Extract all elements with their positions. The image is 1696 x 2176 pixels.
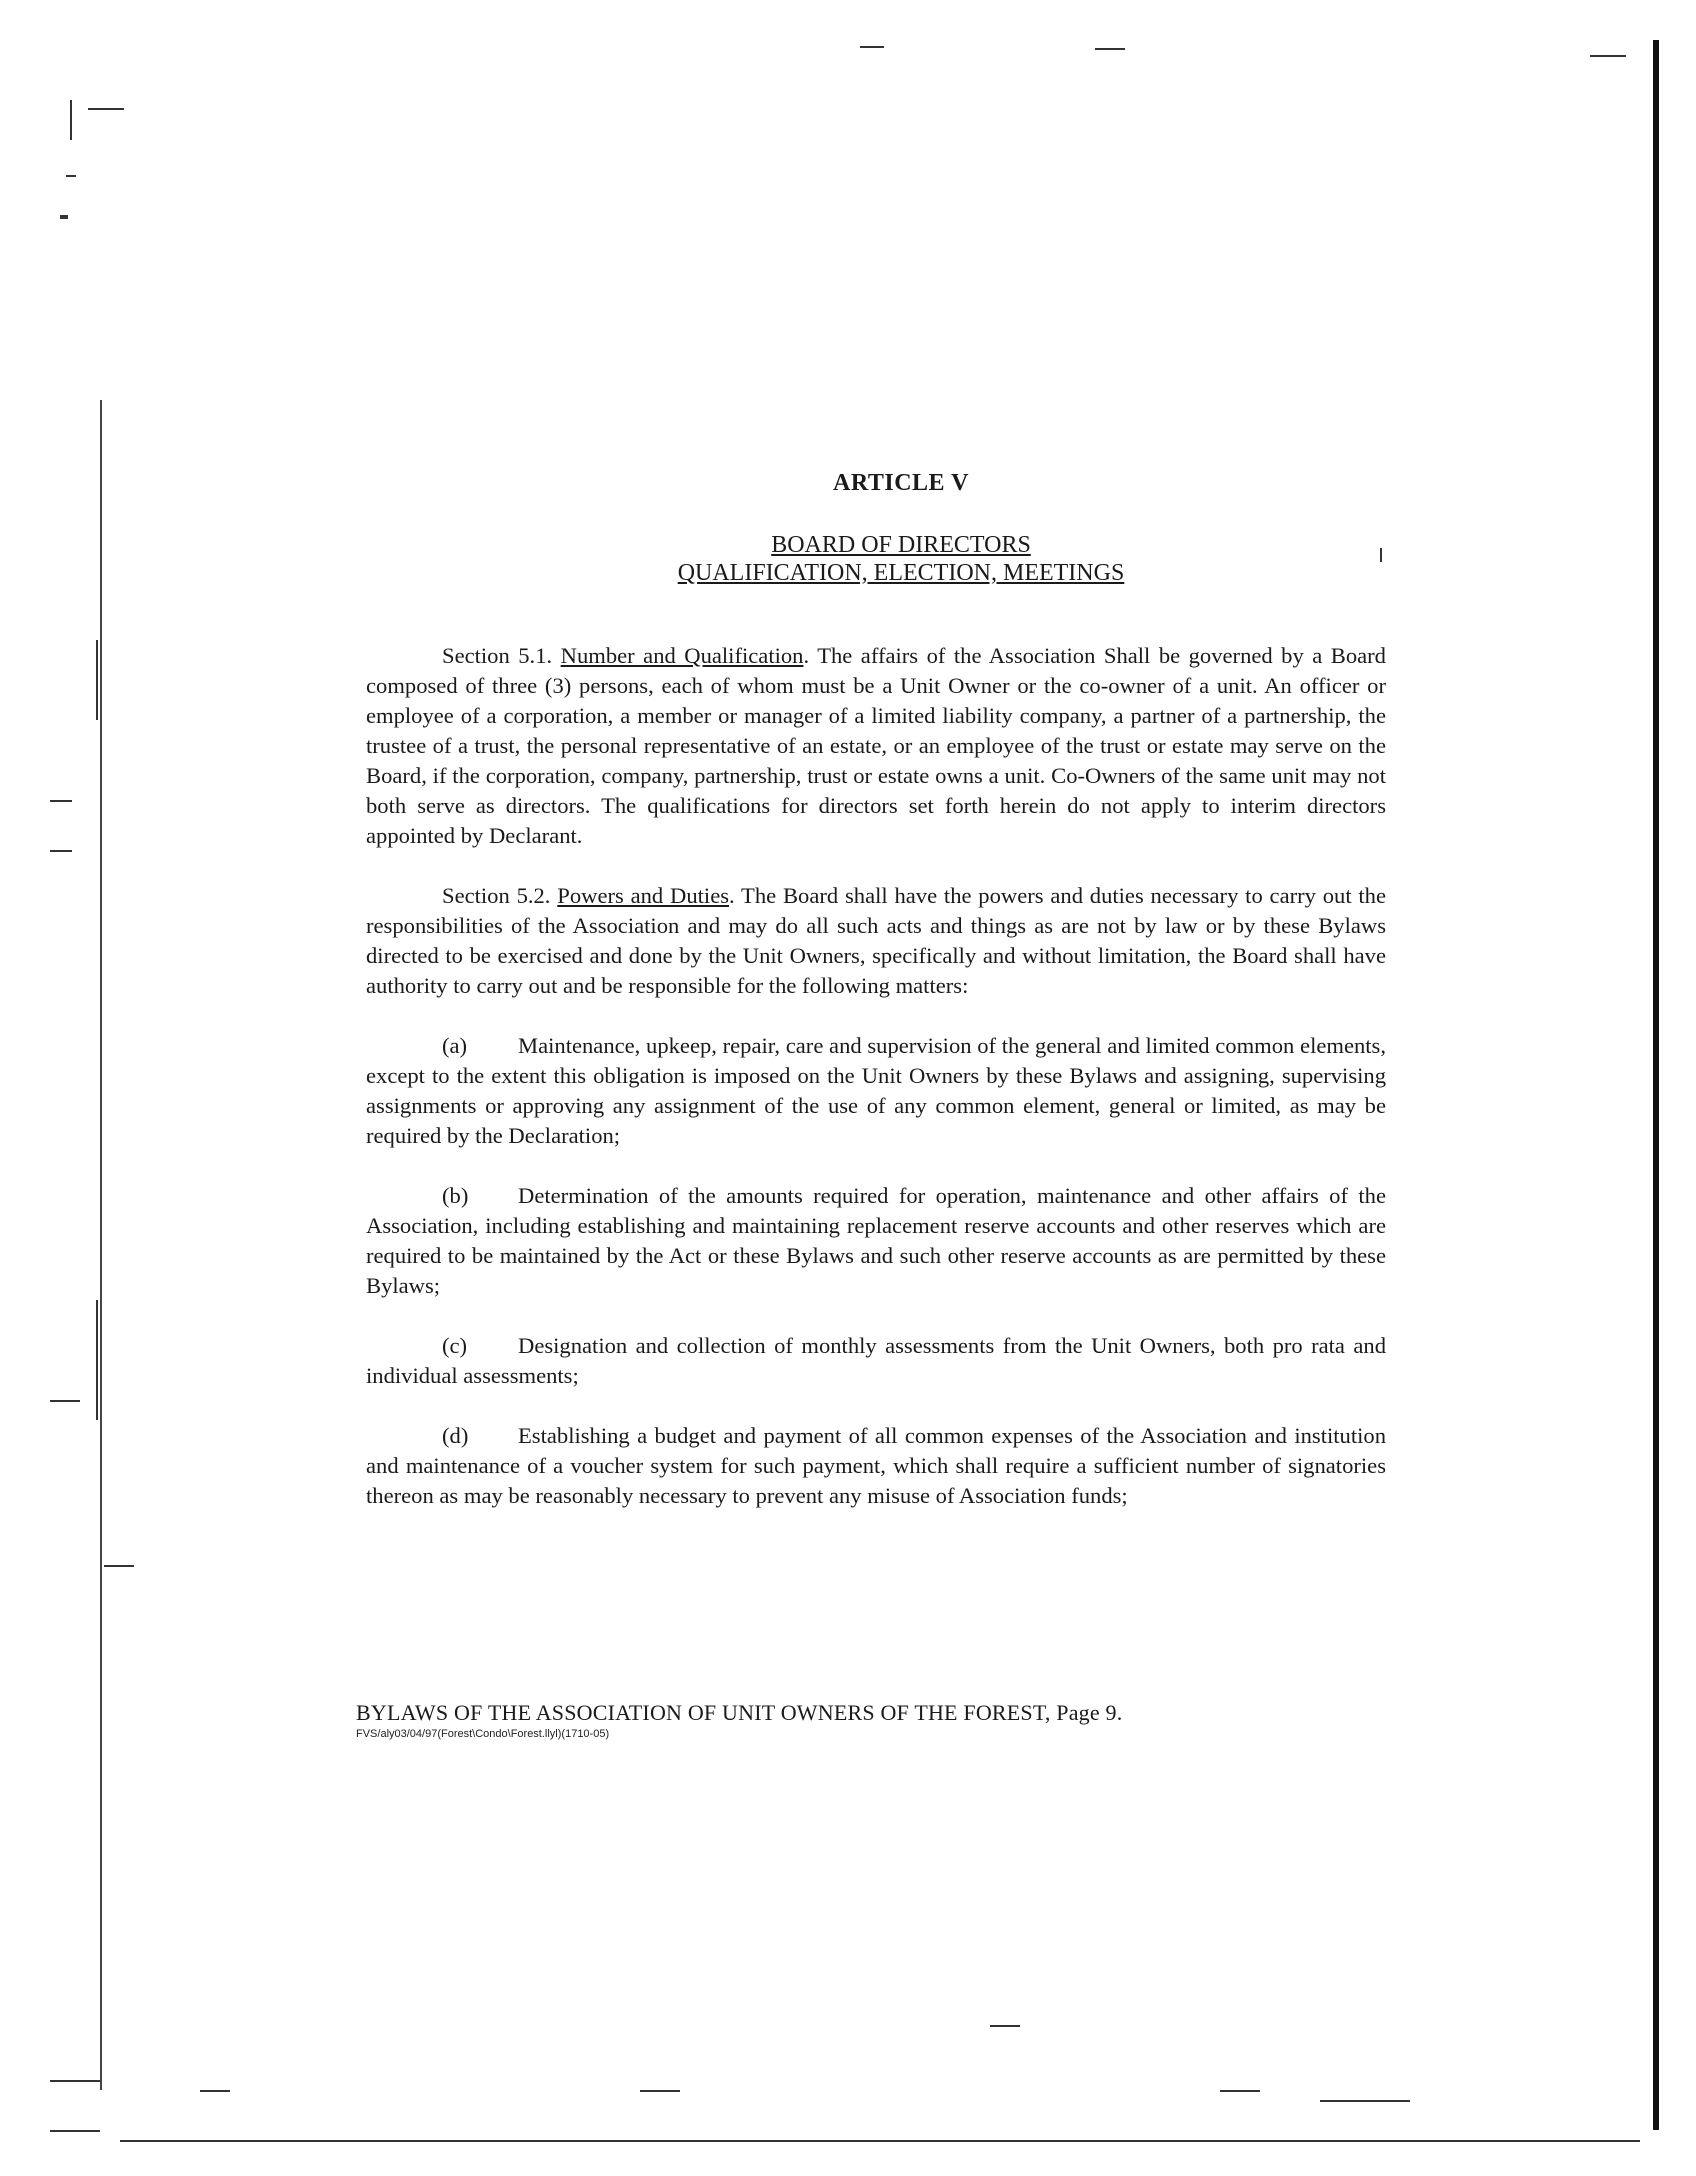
page-footer bbox=[356, 1700, 1456, 1740]
footer-title: BYLAWS OF THE ASSOCIATION OF UNIT OWNERS OF THE FOREST, Page 9. bbox=[356, 1700, 1123, 1725]
item-text: Determination of the amounts required for operation, maintenance and other affairs of the Association, including establishing and maintaining replacement reserve accounts and other reserves which are required to be maintained by the Act or these Bylaws and such other reserve accounts as are permitted by these Bylaws; bbox=[366, 1183, 1386, 1298]
list-item-c bbox=[366, 1331, 1386, 1391]
list-item-a bbox=[366, 1031, 1386, 1151]
section-prefix: Section 5.1. bbox=[442, 643, 553, 668]
article-heading bbox=[366, 531, 1386, 587]
section-text: . The affairs of the Association Shall be governed by a Board composed of three (3) persons, each of whom must be a Unit Owner or the co-owner of a unit. An officer or employee of a corporation, a member or manager of a limited liability company, a partner of a partnership, the trustee of a trust, the personal representative of an estate, or an employee of the trust or estate may serve on the Board, if the corporation, company, partnership, trust or estate owns a unit. Co-Owners of the same unit may not both serve as directors. The qualifications for directors set forth herein do not apply to interim directors appointed by Declarant. bbox=[366, 643, 1386, 848]
heading-line-2: QUALIFICATION, ELECTION, MEETINGS bbox=[677, 560, 1125, 586]
section-5-2 bbox=[366, 881, 1386, 1001]
section-text: . The Board shall have the powers and duties necessary to carry out the responsibilities of the Association and may do all such acts and things as are not by law or by these Bylaws directed to be exercised and done by the Unit Owners, specifically and without limitation, the Board shall have authority to carry out and be responsible for the following matters: bbox=[366, 883, 1387, 998]
section-title: Number and Qualification bbox=[560, 643, 804, 668]
item-label: (d) bbox=[442, 1423, 469, 1448]
item-label: (c) bbox=[442, 1333, 468, 1358]
list-item-d bbox=[366, 1421, 1386, 1511]
heading-line-1: BOARD OF DIRECTORS bbox=[771, 532, 1031, 558]
document-body bbox=[366, 470, 1386, 1511]
item-text: Establishing a budget and payment of all common expenses of the Association and institution and maintenance of a voucher system for such payment, which shall require a sufficient number of signatories thereon as may be reasonably necessary to prevent any misuse of Association funds; bbox=[366, 1423, 1386, 1508]
item-text: Maintenance, upkeep, repair, care and supervision of the general and limited common elements, except to the extent this obligation is imposed on the Unit Owners by these Bylaws and assigning, supervising assignments or approving any assignment of the use of any common element, general or limited, as may be required by the Declaration; bbox=[366, 1033, 1386, 1148]
section-prefix: Section 5.2. bbox=[442, 883, 551, 908]
item-label: (b) bbox=[442, 1183, 469, 1208]
list-item-b bbox=[366, 1181, 1386, 1301]
article-title: ARTICLE V bbox=[833, 470, 969, 496]
item-text: Designation and collection of monthly assessments from the Unit Owners, both pro rata and individual assessments; bbox=[366, 1333, 1386, 1388]
footer-code: FVS/aly03/04/97(Forest\Condo\Forest.llyl)(1710-05) bbox=[356, 1728, 610, 1740]
item-label: (a) bbox=[442, 1033, 468, 1058]
section-title: Powers and Duties bbox=[557, 883, 730, 908]
section-5-1 bbox=[366, 641, 1386, 851]
